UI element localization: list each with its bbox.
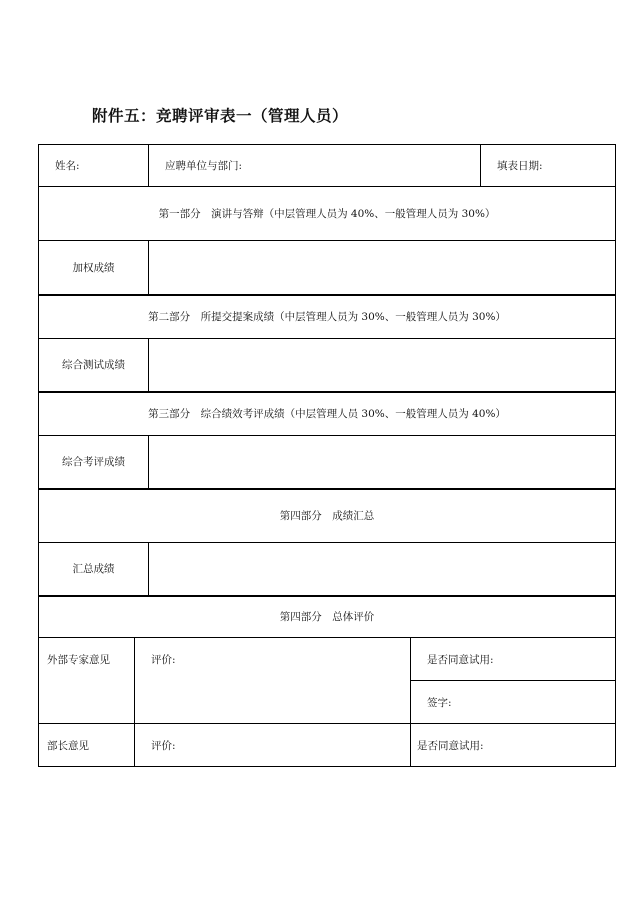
section5-heading-row	[39, 596, 616, 638]
external-agree-label: 是否同意试用:	[427, 653, 494, 666]
section4-score-row	[39, 543, 616, 596]
unit-cell[interactable]	[149, 145, 481, 187]
section3-score-field[interactable]	[149, 436, 616, 489]
head-agree-label: 是否同意试用:	[417, 739, 484, 752]
section4-label: 汇总成绩	[39, 543, 149, 596]
external-expert-row	[39, 638, 616, 681]
evaluation-form	[38, 144, 616, 767]
section4-score-field[interactable]	[149, 543, 616, 596]
department-head-row	[39, 724, 616, 767]
page-title: 附件五：竞聘评审表一（管理人员）	[92, 106, 349, 125]
section2-heading: 第二部分 所提交提案成绩（中层管理人员为 30%、一般管理人员为 30%）	[39, 295, 616, 339]
external-comment-label: 评价:	[151, 654, 176, 666]
section2-label: 综合测试成绩	[39, 339, 149, 392]
section1-label: 加权成绩	[39, 241, 149, 295]
section2-score-row	[39, 339, 616, 392]
head-agree-field[interactable]	[411, 724, 616, 767]
section1-heading: 第一部分 演讲与答辩（中层管理人员为 40%、一般管理人员为 30%）	[39, 187, 616, 241]
header-row	[39, 145, 616, 187]
name-cell[interactable]	[39, 145, 149, 187]
external-comment-field[interactable]	[135, 638, 411, 724]
date-label: 填表日期:	[497, 160, 543, 172]
department-head-label: 部长意见	[39, 724, 135, 767]
section1-heading-row	[39, 187, 616, 241]
external-expert-label: 外部专家意见	[39, 638, 135, 724]
section2-heading-row	[39, 295, 616, 339]
unit-label: 应聘单位与部门:	[165, 160, 243, 172]
head-comment-field[interactable]	[135, 724, 411, 767]
section4-heading: 第四部分 成绩汇总	[39, 489, 616, 543]
section4-heading-row	[39, 489, 616, 543]
section3-label: 综合考评成绩	[39, 436, 149, 489]
section5-heading: 第四部分 总体评价	[39, 596, 616, 638]
section1-score-field[interactable]	[149, 241, 616, 295]
external-agree-field[interactable]	[411, 638, 616, 681]
section2-score-field[interactable]	[149, 339, 616, 392]
head-comment-label: 评价:	[151, 739, 176, 752]
section3-heading-row	[39, 392, 616, 436]
external-sign-field[interactable]	[411, 681, 616, 724]
section1-score-row	[39, 241, 616, 295]
date-cell[interactable]	[481, 145, 616, 187]
section3-heading: 第三部分 综合绩效考评成绩（中层管理人员 30%、一般管理人员为 40%）	[39, 392, 616, 436]
name-label: 姓名:	[55, 160, 80, 172]
external-sign-label: 签字:	[427, 696, 452, 709]
section3-score-row	[39, 436, 616, 489]
